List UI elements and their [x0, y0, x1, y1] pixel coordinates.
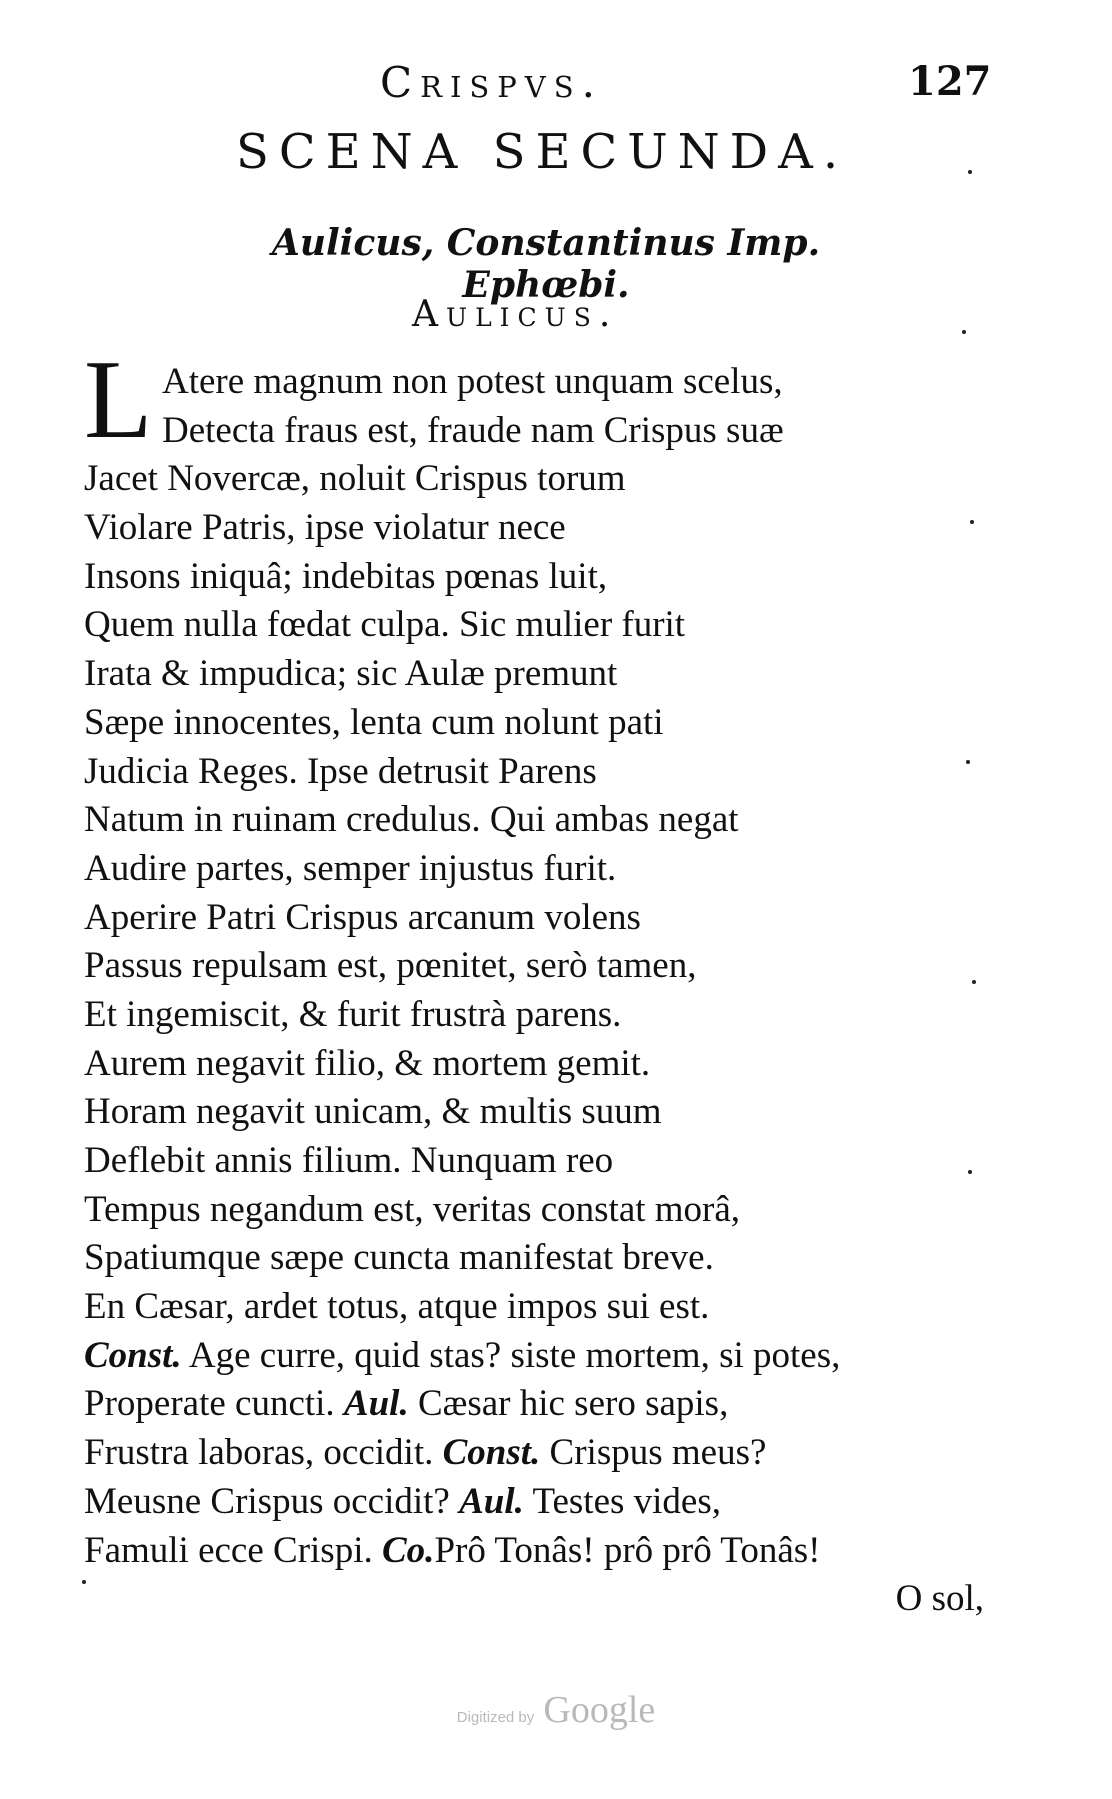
verse-text: Natum in ruinam credulus. Qui ambas negat: [84, 799, 739, 841]
verse-text: Prô Tonâs! prô prô Tonâs!: [434, 1529, 821, 1571]
dramatis-personae: Aulicus, Constantinus Imp. Ephœbi.: [271, 222, 821, 306]
verse-line: [84, 1283, 984, 1332]
verse-line: [84, 1575, 984, 1624]
verse-text: Aperire Patri Crispus arcanum volens: [84, 896, 641, 938]
verse-line: [84, 1186, 984, 1235]
scan-speck: [962, 330, 966, 334]
verse-line: [84, 601, 984, 650]
speaker-label: Aul.: [343, 1383, 409, 1425]
verse-line: [84, 1527, 984, 1576]
scan-speck: [968, 1170, 972, 1174]
verse-line: [84, 650, 984, 699]
page-number: 127: [908, 58, 992, 105]
verse-text: Aurem negavit filio, & mortem gemit.: [84, 1042, 651, 1084]
verse-text: Testes vides,: [523, 1480, 721, 1522]
verse-line: [84, 1088, 984, 1137]
verse-line: [84, 455, 984, 504]
verse-line: [84, 748, 984, 797]
speaker-label: Aul.: [459, 1480, 524, 1522]
verse-line: [84, 894, 984, 943]
speaker-label: Co.: [382, 1529, 435, 1571]
verse-line: [84, 1137, 984, 1186]
verse-text: Judicia Reges. Ipse detrusit Parens: [84, 750, 597, 792]
verse-text: O sol,: [895, 1578, 984, 1620]
verse-text: Irata & impudica; sic Aulæ premunt: [84, 653, 618, 695]
verse-line: [84, 699, 984, 748]
verse-line: [84, 942, 984, 991]
verse-text: Horam negavit unicam, & multis suum: [84, 1091, 662, 1133]
verse-text: Atere magnum non potest unquam scelus,: [162, 361, 783, 402]
verse-text: Crispus meus?: [540, 1432, 767, 1474]
verse-text: Et ingemiscit, & furit frustrà parens.: [84, 993, 622, 1035]
verse-text: Properate cuncti.: [84, 1383, 344, 1425]
verse-line: [84, 553, 984, 602]
running-head: Crispvs.: [380, 58, 603, 107]
verse-text: Age curre, quid stas? siste mortem, si potes,: [181, 1334, 841, 1376]
verse-line: [84, 504, 984, 553]
speaker-label: Const.: [84, 1334, 182, 1376]
scan-speck: [970, 520, 974, 524]
digitized-by-label: Digitized by: [456, 1709, 535, 1726]
scan-speck: [966, 760, 970, 764]
speaker-heading: Aulicus.: [412, 294, 619, 335]
scan-speck: [82, 1580, 86, 1584]
verse-block: [84, 358, 984, 1624]
verse-text: Sæpe innocentes, lenta cum nolunt pati: [84, 701, 664, 743]
verse-line: [84, 796, 984, 845]
drop-cap: L: [84, 338, 153, 462]
verse-text: Detecta fraus est, fraude nam Crispus suæ: [162, 409, 784, 451]
scan-speck: [972, 980, 976, 984]
verse-text: Frustra laboras, occidit.: [84, 1432, 443, 1474]
verse-line: [84, 1380, 984, 1429]
verse-text: Meusne Crispus occidit?: [84, 1480, 460, 1522]
verse-text: Famuli ecce Crispi.: [84, 1529, 382, 1571]
verse-text: Spatiumque sæpe cuncta manifestat breve.: [84, 1237, 714, 1279]
scene-title: SCENA SECUNDA.: [236, 124, 849, 180]
verse-line: [84, 407, 984, 456]
verse-text: En Cæsar, ardet totus, atque impos sui est.: [84, 1286, 710, 1328]
verse-text: Passus repulsam est, pœnitet, serò tamen,: [84, 945, 697, 987]
verse-line: [84, 845, 984, 894]
digitization-watermark: [0, 1688, 1112, 1732]
verse-text: Insons iniquâ; indebitas pœnas luit,: [84, 555, 608, 597]
google-wordmark: Google: [543, 1689, 656, 1731]
verse-line: [84, 991, 984, 1040]
verse-text: Audire partes, semper injustus furit.: [84, 847, 617, 889]
verse-text: Tempus negandum est, veritas constat morâ,: [84, 1188, 741, 1230]
verse-line: [84, 1478, 984, 1527]
verse-line: [84, 1332, 984, 1381]
verse-text: Cæsar hic sero sapis,: [408, 1383, 729, 1425]
speaker-label: Const.: [442, 1432, 541, 1474]
scan-speck: [968, 170, 972, 174]
verse-line: [84, 1234, 984, 1283]
verse-line: [84, 358, 984, 407]
verse-line: [84, 1429, 984, 1478]
verse-line: [84, 1040, 984, 1089]
verse-text: Deflebit annis filium. Nunquam reo: [84, 1140, 614, 1181]
verse-text: Quem nulla fœdat culpa. Sic mulier furit: [84, 604, 686, 646]
verse-text: Jacet Novercæ, noluit Crispus torum: [84, 458, 626, 500]
verse-text: Violare Patris, ipse violatur nece: [84, 507, 566, 549]
